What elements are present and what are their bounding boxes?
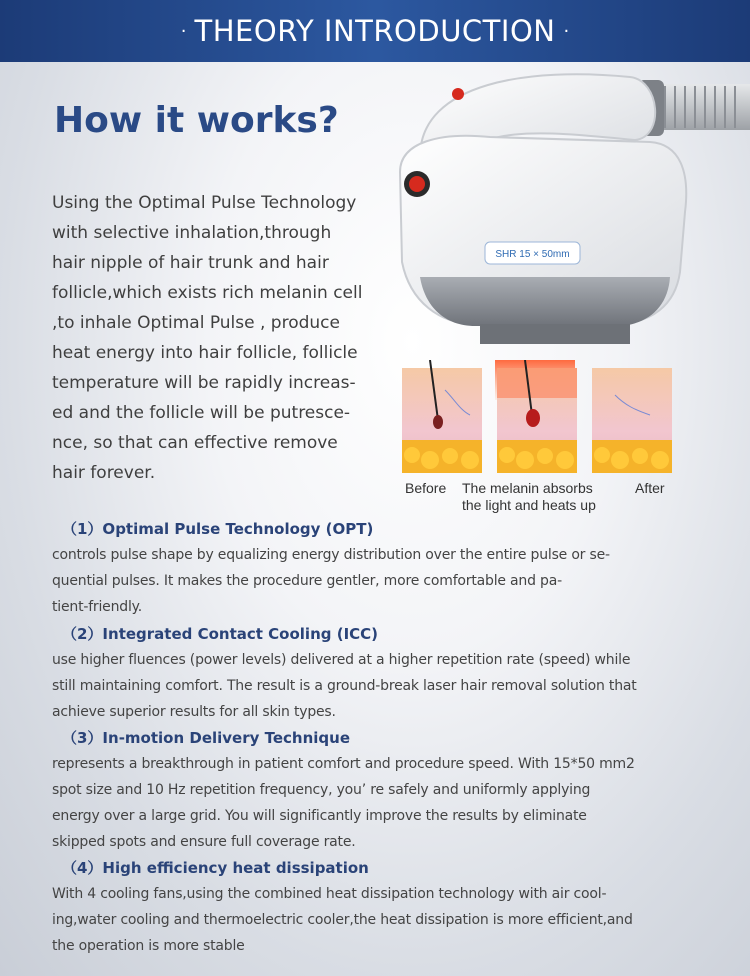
caption-before: Before xyxy=(405,480,447,496)
section-title: （3）In-motion Delivery Technique xyxy=(62,729,351,747)
skin-diagram-image xyxy=(400,360,680,475)
section-opt xyxy=(52,516,702,620)
section-title: （4）High efficiency heat dissipation xyxy=(62,859,369,877)
skin-block-after xyxy=(592,368,672,473)
section-body: controls pulse shape by equalizing energy distribution over the entire pulse or se- quential pulses. It makes the procedure gentler, more comfortable and pa- tient-friendly. xyxy=(52,547,610,615)
intro-paragraph: Using the Optimal Pulse Technology with selective inhalation,through hair nipple of hair trunk and hair follicle,which exists rich melanin cell ,to inhale Optimal Pulse , produce heat energy into hair follicle, follicle temperature will be rapidly increas- ed and the follicle will be putresce- nce, so that can effective remove hair forever. xyxy=(52,193,363,483)
skin-block-before xyxy=(402,360,482,473)
top-banner xyxy=(0,0,750,62)
shr-handpiece-image xyxy=(380,62,750,362)
section-heat-dissipation xyxy=(52,855,702,959)
banner-dot-right: · xyxy=(563,20,570,42)
section-body: represents a breakthrough in patient comfort and procedure speed. With 15*50 mm2 spot size and 10 Hz repetition frequency, you’ re safely and uniformly applying energy over a large grid. You will significantly improve the results by eliminate skipped spots and ensure full coverage rate. xyxy=(52,756,635,850)
section-title: （2）Integrated Contact Cooling (ICC) xyxy=(62,625,379,643)
section-icc xyxy=(52,621,702,725)
skin-block-heating xyxy=(495,360,577,473)
page-heading: How it works? xyxy=(54,100,339,141)
section-body: With 4 cooling fans,using the combined heat dissipation technology with air cool- ing,water cooling and thermoelectric cooler,the heat dissipation is more efficient,and the operation is more stable xyxy=(52,886,633,954)
caption-melanin: The melanin absorbs the light and heats up xyxy=(462,480,596,513)
section-in-motion xyxy=(52,725,702,855)
banner-dot-left: · xyxy=(180,20,187,42)
section-title: （1）Optimal Pulse Technology (OPT) xyxy=(62,520,374,538)
banner-title: THEORY INTRODUCTION xyxy=(194,14,556,48)
section-body: use higher fluences (power levels) delivered at a higher repetition rate (speed) while still maintaining comfort. The result is a ground-break laser hair removal solution that achieve superior results for all skin types. xyxy=(52,652,637,720)
handpiece-label: SHR 15 × 50mm xyxy=(495,249,570,260)
caption-after: After xyxy=(635,480,665,496)
